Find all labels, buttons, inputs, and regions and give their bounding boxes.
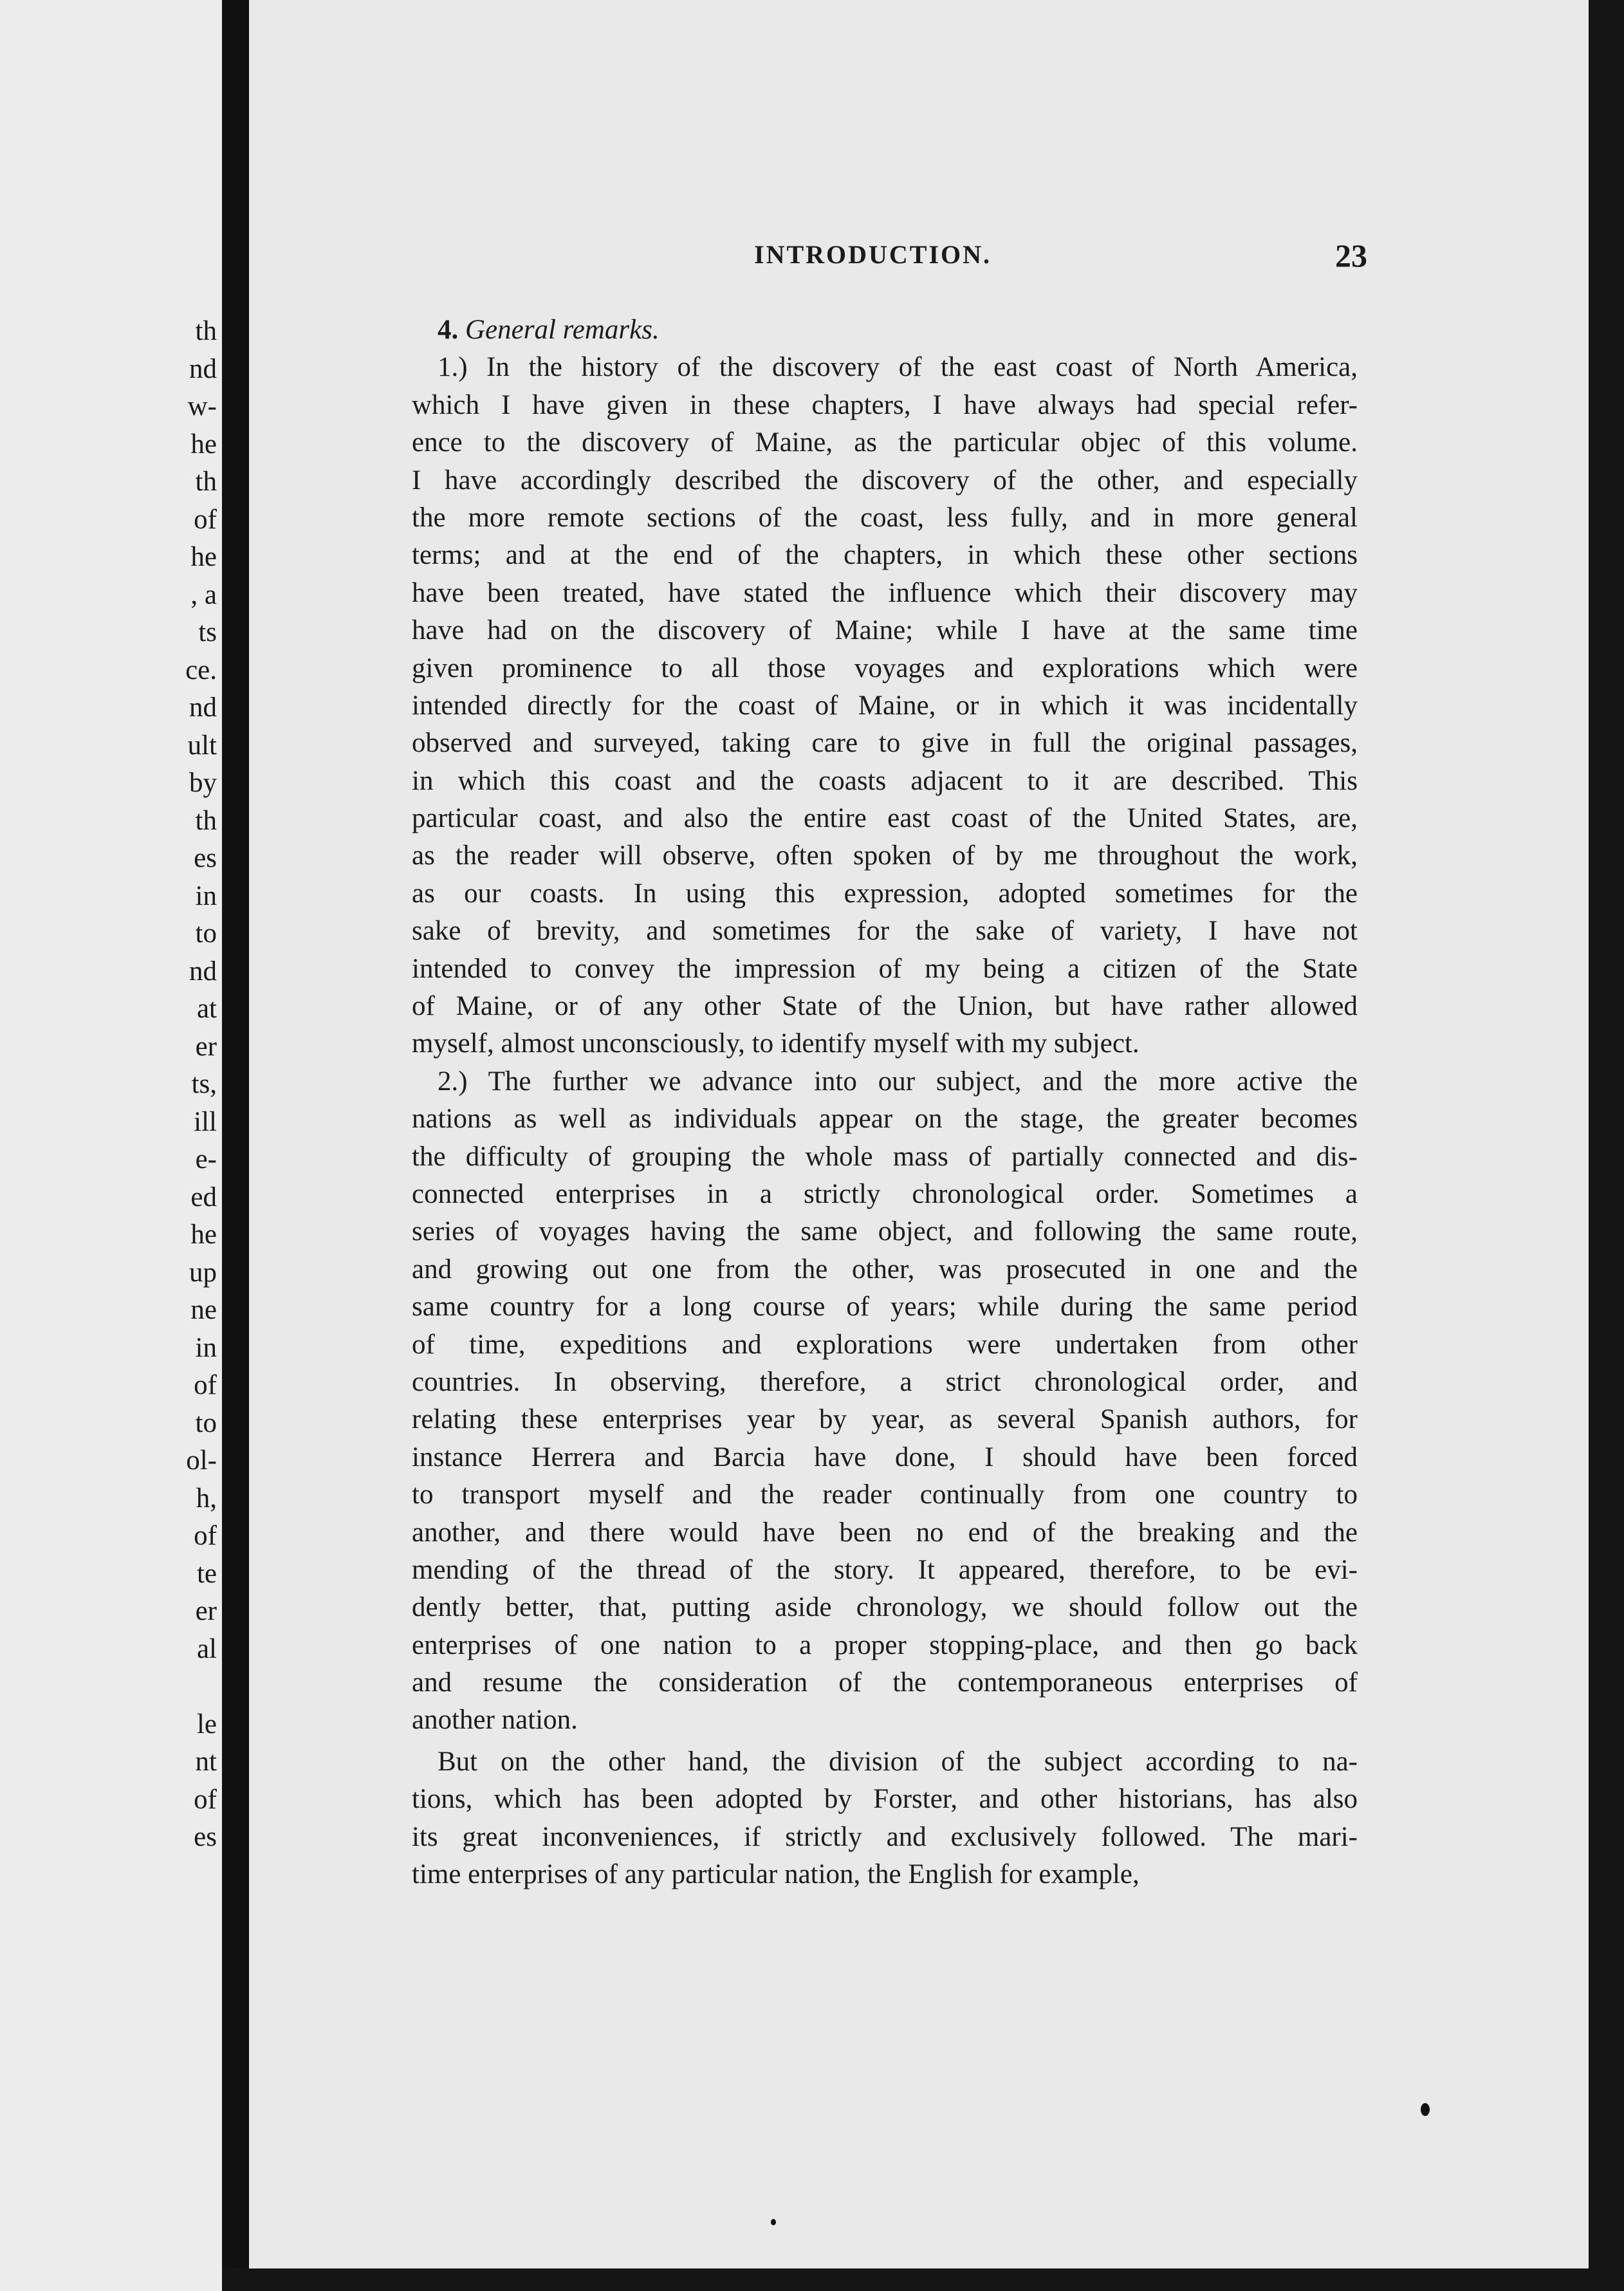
- left-page-fragment: by: [189, 768, 217, 798]
- left-page-fragment: of: [194, 1784, 217, 1815]
- left-page-fragment: he: [190, 429, 217, 459]
- ink-speck: [1421, 2103, 1430, 2116]
- text-line: particular coast, and also the entire east coast of the United States, are,: [412, 803, 1358, 834]
- paragraph: [412, 349, 1358, 1062]
- text-line: same country for a long course of years; while during the same period: [412, 1292, 1358, 1322]
- left-page-fragment: to: [195, 1407, 217, 1438]
- section-title: General remarks.: [465, 315, 660, 345]
- left-page-fragment: th: [195, 316, 217, 346]
- left-page-fragment: in: [195, 880, 217, 911]
- text-line: nations as well as individuals appear on the stage, the greater becomes: [412, 1104, 1358, 1135]
- text-line: another nation.: [412, 1705, 578, 1736]
- text-line: terms; and at the end of the chapters, in which these other sections: [412, 540, 1358, 571]
- text-line: mending of the thread of the story. It appeared, therefore, to be evi-: [412, 1554, 1358, 1585]
- left-page-fragment: [140, 1668, 217, 1706]
- left-page-fragment: at: [196, 994, 217, 1024]
- left-page-fragment: ts,: [191, 1069, 217, 1099]
- left-page-fragment: es: [194, 1822, 217, 1852]
- running-head: INTRODUCTION.: [754, 240, 992, 269]
- left-page-fragment: e-: [195, 1144, 217, 1174]
- left-page-fragment: ol-: [186, 1445, 217, 1476]
- page-edge-bottom: [222, 2268, 1624, 2291]
- text-line: given prominence to all those voyages and explorations which were: [412, 653, 1358, 683]
- text-line: intended to convey the impression of my being a citizen of the State: [412, 953, 1358, 984]
- left-page-fragment: ce.: [185, 654, 217, 685]
- text-line: another, and there would have been no end of the breaking and the: [412, 1517, 1358, 1548]
- text-line: 2.) The further we advance into our subject, and the more active the: [438, 1066, 1358, 1097]
- body-text: [412, 311, 1358, 1893]
- text-line: time enterprises of any particular nation, the English for example,: [412, 1859, 1140, 1890]
- left-page: [0, 0, 222, 2291]
- text-line: as our coasts. In using this expression, adopted sometimes for the: [412, 878, 1358, 909]
- left-page-fragment: to: [195, 918, 217, 949]
- text-line: to transport myself and the reader continually from one country to: [412, 1479, 1358, 1510]
- left-page-fragment: es: [194, 843, 217, 873]
- section-heading: [412, 311, 1358, 349]
- page-edge-right: [1589, 0, 1624, 2291]
- left-page-fragment: er: [195, 1596, 217, 1626]
- left-page-fragment: le: [196, 1709, 217, 1739]
- text-line: series of voyages having the same object, and following the same route,: [412, 1216, 1358, 1247]
- left-page-fragment: nt: [195, 1747, 217, 1777]
- text-line: connected enterprises in a strictly chronological order. Sometimes a: [412, 1178, 1358, 1209]
- left-page-fragment: nd: [189, 353, 217, 384]
- text-line: relating these enterprises year by year, as several Spanish authors, for: [412, 1404, 1358, 1435]
- text-line: and growing out one from the other, was prosecuted in one and the: [412, 1254, 1358, 1285]
- left-page-fragment: ne: [190, 1295, 217, 1325]
- book-gutter: [222, 0, 249, 2291]
- left-page-fragment: th: [195, 467, 217, 497]
- text-line: tions, which has been adopted by Forster, and other historians, has also: [412, 1784, 1358, 1815]
- text-line: of time, expeditions and explorations were undertaken from other: [412, 1329, 1358, 1360]
- section-number: 4.: [438, 315, 459, 345]
- text-line: have had on the discovery of Maine; while I have at the same time: [412, 615, 1358, 646]
- text-line: of Maine, or of any other State of the Union, but have rather allowed: [412, 991, 1358, 1022]
- left-page-fragment: he: [190, 1220, 217, 1250]
- text-line: observed and surveyed, taking care to give in full the original passages,: [412, 728, 1358, 759]
- left-page-fragment: ult: [187, 730, 217, 761]
- text-line: the more remote sections of the coast, less fully, and in more general: [412, 502, 1358, 533]
- left-page-fragment: nd: [189, 956, 217, 987]
- left-page-fragment: te: [196, 1558, 217, 1589]
- text-line: dently better, that, putting aside chronology, we should follow out the: [412, 1592, 1358, 1623]
- left-page-fragment: he: [190, 542, 217, 572]
- left-page-fragment: , a: [190, 579, 217, 610]
- paragraph: [412, 1063, 1358, 1739]
- left-page-fragment: ed: [190, 1182, 217, 1212]
- left-page-fragment: up: [189, 1257, 217, 1288]
- paragraphs: [412, 349, 1358, 1893]
- text-line: intended directly for the coast of Maine, or in which it was incidentally: [412, 690, 1358, 721]
- left-page-fragment: ill: [194, 1106, 217, 1137]
- left-page-fragment: of: [194, 1370, 217, 1400]
- left-page-fragment: al: [196, 1633, 217, 1664]
- text-line: the difficulty of grouping the whole mass of partially connected and dis-: [412, 1141, 1358, 1172]
- text-line: instance Herrera and Barcia have done, I should have been forced: [412, 1442, 1358, 1472]
- text-line: have been treated, have stated the influence which their discovery may: [412, 577, 1358, 608]
- text-line: 1.) In the history of the discovery of the east coast of North America,: [438, 352, 1358, 383]
- left-page-fragment: of: [194, 1521, 217, 1551]
- text-line: enterprises of one nation to a proper stopping-place, and then go back: [412, 1629, 1358, 1660]
- text-line: as the reader will observe, often spoken of by me throughout the work,: [412, 840, 1358, 871]
- text-line: its great inconveniences, if strictly and exclusively followed. The mari-: [412, 1821, 1358, 1852]
- text-line: in which this coast and the coasts adjacent to it are described. This: [412, 765, 1358, 796]
- text-line: countries. In observing, therefore, a strict chronological order, and: [412, 1366, 1358, 1397]
- text-line: ence to the discovery of Maine, as the particular objec of this volume.: [412, 427, 1358, 458]
- left-page-fragment: of: [194, 504, 217, 535]
- left-page-fragment: er: [195, 1031, 217, 1062]
- text-line: I have accordingly described the discovery of the other, and especially: [412, 465, 1358, 496]
- left-page-fragment: th: [195, 805, 217, 836]
- paragraph: [412, 1743, 1358, 1894]
- text-line: myself, almost unconsciously, to identify myself with my subject.: [412, 1028, 1140, 1059]
- text-line: sake of brevity, and sometimes for the sake of variety, I have not: [412, 916, 1358, 947]
- ink-speck: [771, 2219, 776, 2225]
- text-line: But on the other hand, the division of the subject according to na-: [438, 1746, 1358, 1777]
- left-page-fragment: in: [195, 1332, 217, 1363]
- page-number: 23: [1335, 237, 1367, 274]
- left-page-fragment: nd: [189, 692, 217, 723]
- left-page-fragment: w-: [187, 391, 217, 422]
- text-line: and resume the consideration of the contemporaneous enterprises of: [412, 1667, 1358, 1698]
- text-line: which I have given in these chapters, I have always had special refer-: [412, 389, 1358, 420]
- left-page-fragment: ts: [198, 617, 217, 647]
- left-page-text-fragments: [140, 313, 217, 1857]
- left-page-fragment: h,: [196, 1483, 217, 1514]
